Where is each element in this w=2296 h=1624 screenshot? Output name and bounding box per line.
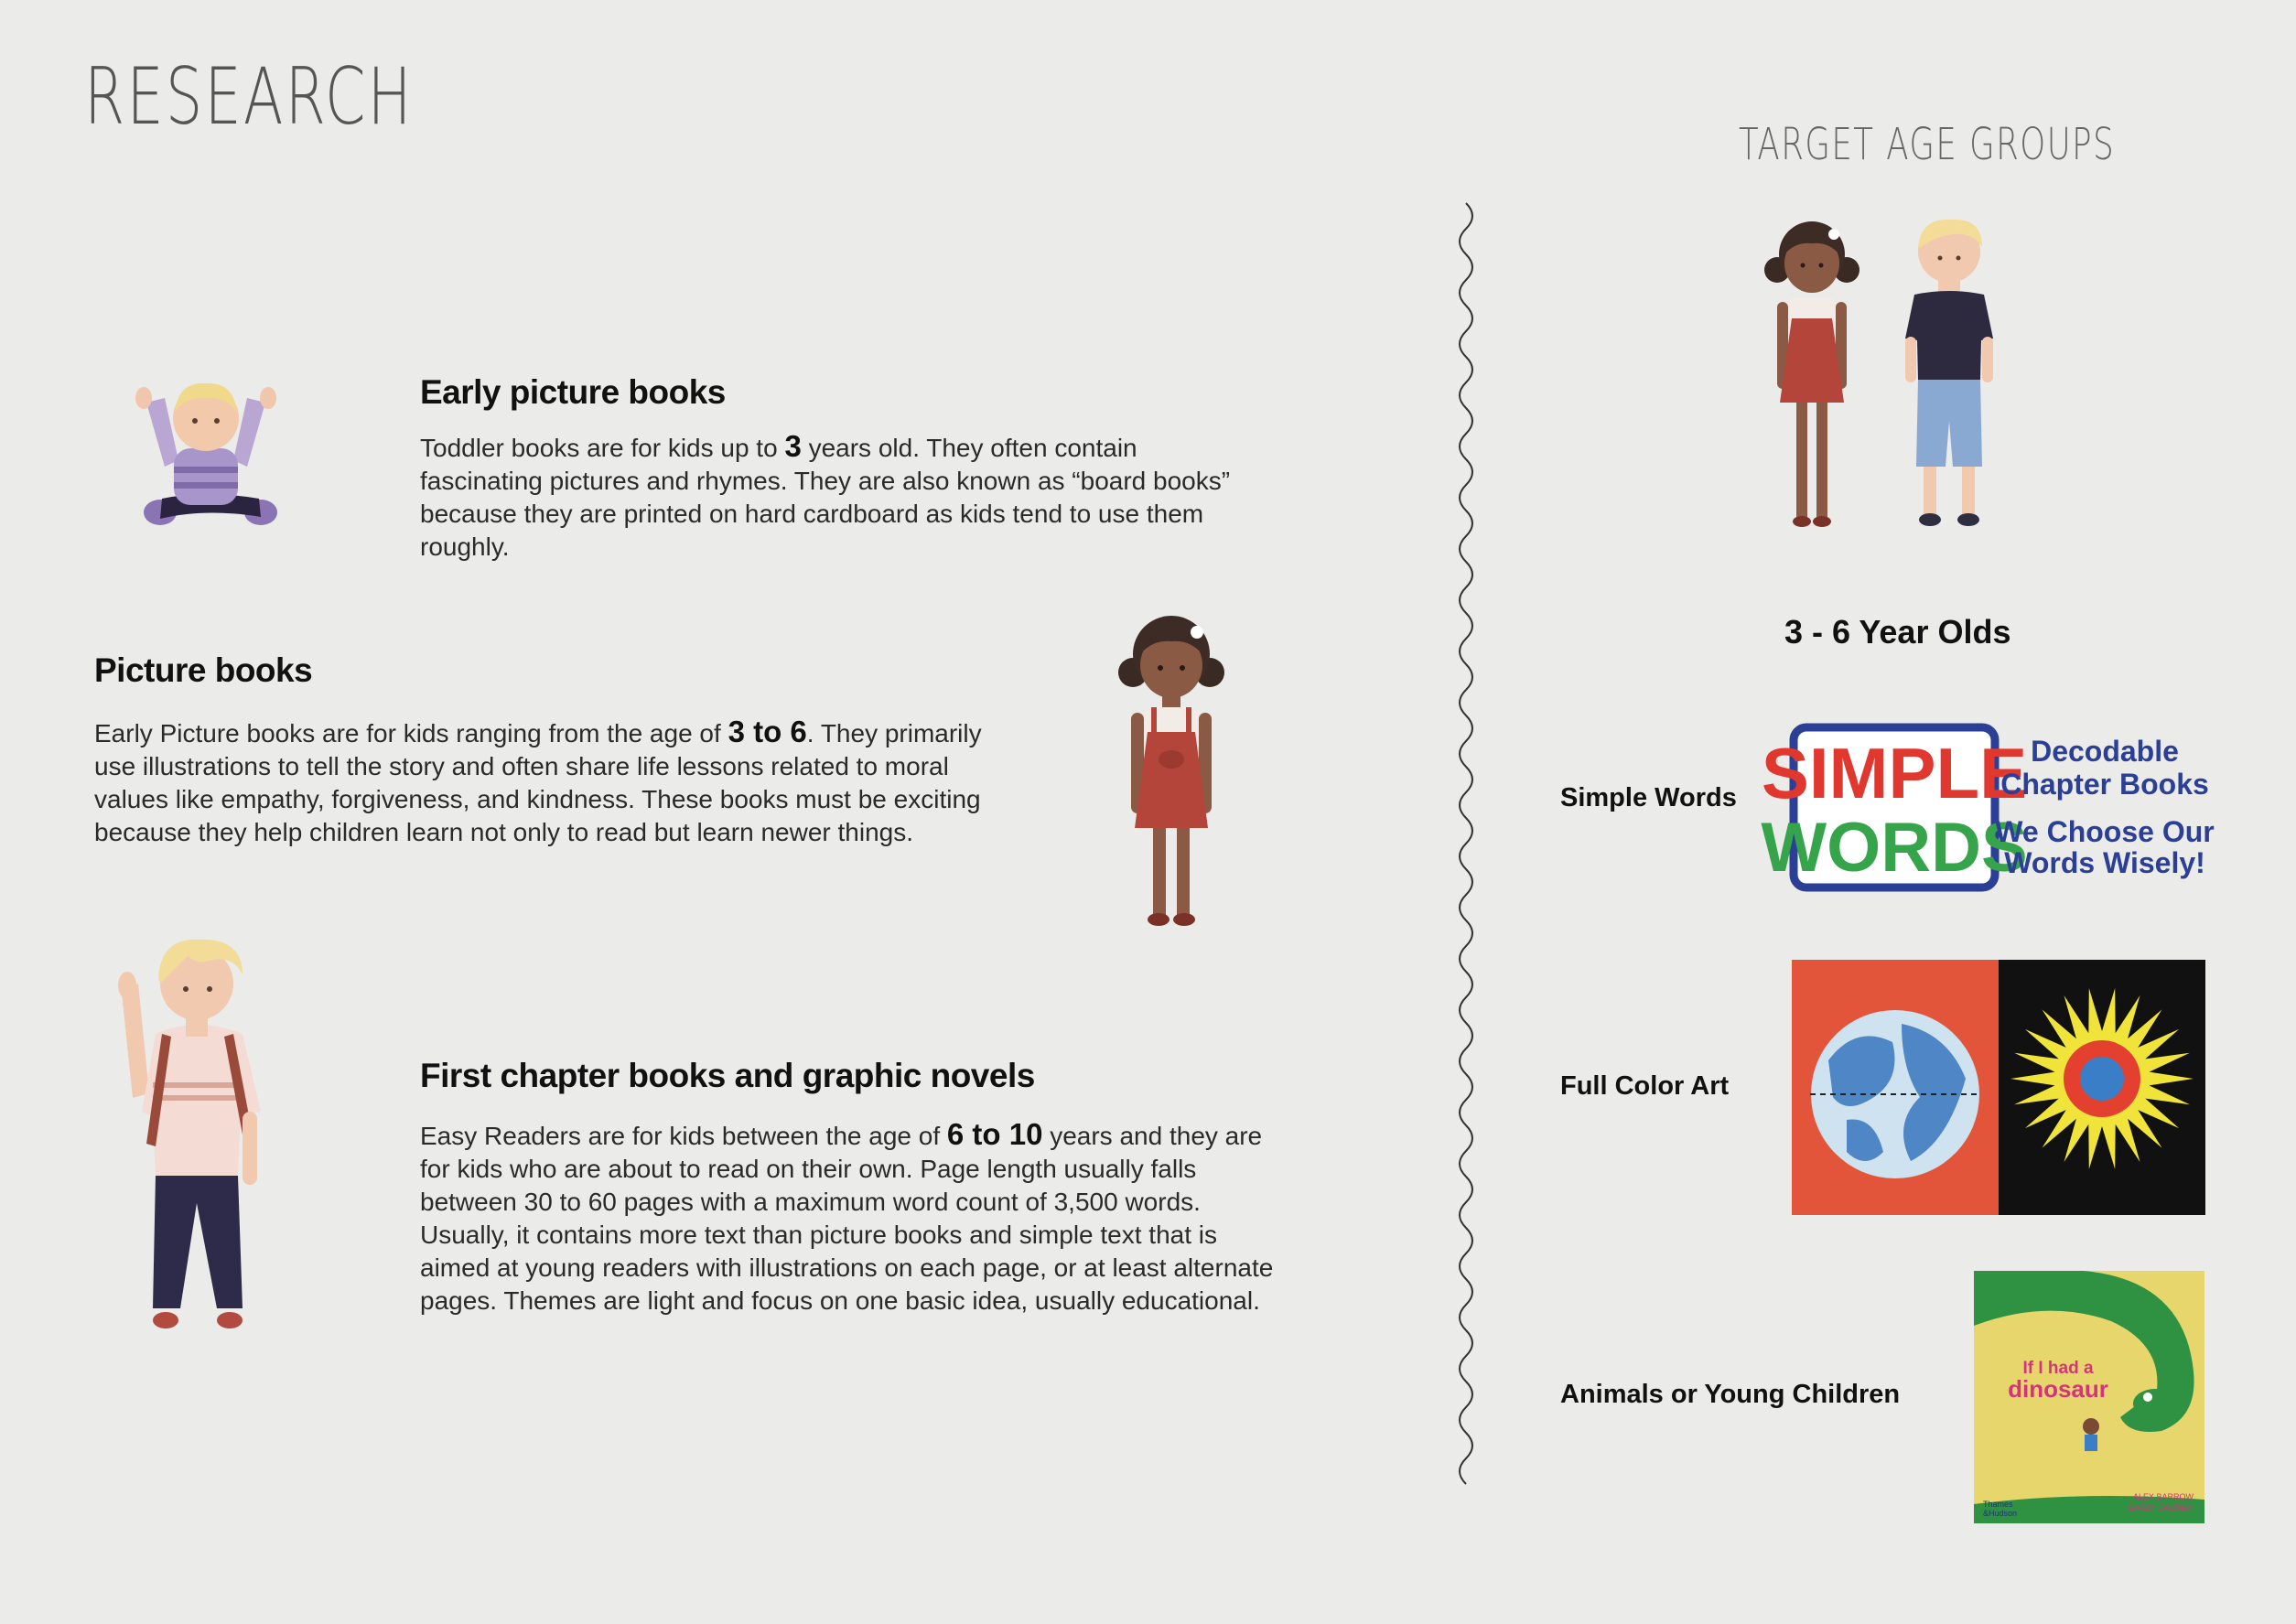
dino-title-line2: dinosaur — [2008, 1375, 2108, 1403]
logo-tag-decodable: Decodable — [2031, 735, 2179, 768]
toddler-illustration — [124, 361, 288, 535]
section-heading-early-picture-books: Early picture books — [420, 373, 726, 411]
dino-author-2: GABBY DAWNAY — [2128, 1503, 2194, 1512]
section-body-first-chapter-books: Easy Readers are for kids between the age of 6 to 10 years and they are for kids who are about to read on their own. Page length usually falls between 30 to 60 pages with a maximum word count of 3,500 words. Usually, it contains more text than picture books and simple text that is aimed at young readers with illustrations on each page, or at least alternate pages. Themes are light and focus on one basic idea, usually educational. — [420, 1117, 1274, 1315]
wavy-divider — [1448, 203, 1484, 1484]
simple-words-logo — [1761, 723, 2215, 892]
target-age-groups-title: TARGET AGE GROUPS — [1739, 119, 2116, 170]
boy-illustration — [105, 929, 279, 1345]
dino-publisher-line1: Thames — [1983, 1500, 2013, 1509]
dino-publisher-line2: &Hudson — [1983, 1509, 2018, 1518]
children-pair-illustration — [1757, 210, 2004, 540]
girl-illustration — [1107, 599, 1235, 933]
feature-label-simple-words: Simple Words — [1560, 783, 1737, 812]
section-heading-first-chapter-books: First chapter books and graphic novels — [420, 1057, 1035, 1094]
page-title: RESEARCH — [84, 51, 414, 143]
section-body-picture-books: Early Picture books are for kids ranging from the age of 3 to 6. They primarily use illustrations to tell the story and often share life lessons related to moral values like empathy, forgiveness, and kindness. These books must be exciting because they help children learn not only to read but learn newer things. — [94, 715, 982, 846]
logo-word-simple: SIMPLE — [1761, 733, 2028, 813]
logo-tag-chapter-books: Chapter Books — [2000, 768, 2209, 801]
full-color-art-sample — [1792, 960, 2205, 1215]
dinosaur-book-cover — [1974, 1271, 2204, 1523]
logo-tag-we-choose: We Choose Our — [1995, 815, 2215, 848]
dino-author-1: ALEX BARROW — [2132, 1492, 2194, 1501]
age-group-heading: 3 - 6 Year Olds — [1784, 613, 2011, 651]
logo-word-words: WORDS — [1761, 809, 2028, 887]
feature-label-animals-young-children: Animals or Young Children — [1560, 1380, 1901, 1409]
feature-label-full-color-art: Full Color Art — [1560, 1071, 1730, 1101]
section-body-early-picture-books: Toddler books are for kids up to 3 years old. They often contain fascinating pictures and rhymes. They are also known as “board books” because they are printed on hard cardboard as kids tend to use them roughly. — [420, 429, 1231, 561]
dino-title-line1: If I had a — [2022, 1359, 2094, 1378]
section-heading-picture-books: Picture books — [94, 651, 313, 689]
logo-tag-words-wisely: Words Wisely! — [2004, 846, 2205, 879]
